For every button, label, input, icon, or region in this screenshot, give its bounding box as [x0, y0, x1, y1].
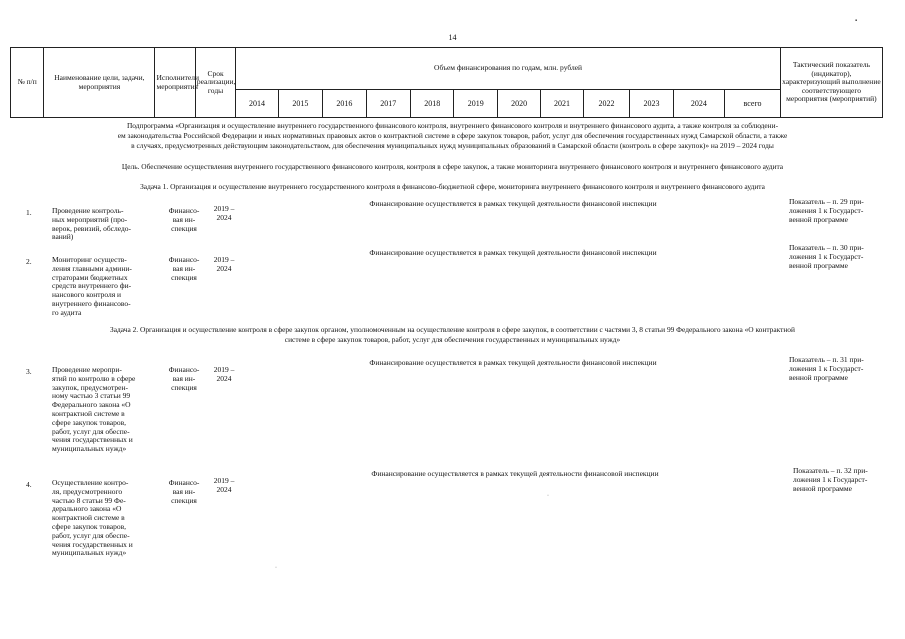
subprogram-line: ем законодательства Российской Федерации и иных нормативных правовых актов о контрактной системе в сфере закупок товаров, работ, услуг для обеспечения государственных нужд Самарской области, а также [117, 131, 788, 140]
year-header: 2023 [630, 90, 673, 118]
row-term: 2019 – 2024 [213, 204, 235, 222]
subprogram-line: в случаях, предусмотренных действующим законодательством, для обеспечения муниципальных нужд муниципальных образований в Самарской области (контроль в сфере закупок)» на 2019 – 2024 годы [131, 141, 774, 150]
task2-line: системе в сфере закупок товаров, работ, услуг для обеспечения государственных и муниципальных нужд» [284, 335, 621, 344]
col-header-indicator: Тактический показатель (индикатор), характеризующий выполнение соответствующего мероприятия (мероприятий) [780, 48, 882, 118]
row-name: Проведение меропри- ятий по контролю в сфере закупок, предусмотрен- ному частью 3 статьи 99 Федерального закона «О контрактной системе в сфере закупок товаров, работ, услуг для обеспе- чения государственных и муниципальных нужд» [52, 365, 136, 454]
row-funding: Финансирование осуществляется в рамках текущей деятельности финансовой инспекции [369, 248, 657, 257]
row-number: 3. [26, 367, 32, 376]
scan-speck: ▪ [855, 18, 858, 24]
row-executor: Финансо- вая ин- спекция [168, 255, 200, 282]
row-term: 2019 – 2024 [213, 476, 235, 494]
row-indicator: Показатель – п. 32 при- ложения 1 к Государст- венной программе [793, 466, 868, 493]
year-header: 2019 [454, 90, 497, 118]
row-number: 1. [26, 208, 32, 217]
col-header-executor: Исполнители мероприятия [155, 48, 195, 118]
col-header-number: № п/п [11, 48, 44, 118]
header-table [10, 47, 883, 118]
scan-speck: · [275, 565, 277, 571]
row-number: 4. [26, 480, 32, 489]
year-header: 2014 [236, 90, 278, 118]
row-indicator: Показатель – п. 31 при- ложения 1 к Государст- венной программе [789, 355, 864, 382]
row-indicator: Показатель – п. 30 при- ложения 1 к Государст- венной программе [789, 243, 864, 270]
task1-text: Задача 1. Организация и осуществление внутреннего государственного контроля в финансово-бюджетной сфере, мониторинга внутреннего финансового контроля и внутреннего финансового аудита [140, 182, 765, 191]
year-header: 2017 [366, 90, 410, 118]
col-header-funding: Объем финансирования по годам, млн. рублей [236, 48, 781, 90]
page-number: 14 [448, 33, 457, 42]
year-header: 2024 [673, 90, 725, 118]
row-funding: Финансирование осуществляется в рамках текущей деятельности финансовой инспекции [371, 469, 659, 478]
year-header: 2021 [541, 90, 583, 118]
task2-line: Задача 2. Организация и осуществление контроля в сфере закупок органом, уполномоченным на осуществление контроля в сфере закупок, в соответствии с частями 3, 8 статьи 99 Федерального закона «О контрактной [110, 325, 795, 334]
year-header: 2018 [411, 90, 454, 118]
scan-speck: · [547, 493, 549, 499]
goal-text: Цель. Обеспечение осуществления внутреннего государственного финансового контроля, контроля в сфере закупок, а также мониторинга внутреннего финансового контроля и внутреннего финансового аудита [121, 162, 784, 171]
row-funding: Финансирование осуществляется в рамках текущей деятельности финансовой инспекции [369, 199, 657, 208]
row-executor: Финансо- вая ин- спекция [168, 365, 200, 392]
year-header: 2022 [583, 90, 629, 118]
row-term: 2019 – 2024 [213, 255, 235, 273]
row-name: Осуществление контро- ля, предусмотренного частью 8 статьи 99 Фе- дерального закона «О контрактной системе в сфере закупок товаров, работ, услуг для обеспе- чения государственных и муниципальных нужд» [52, 478, 133, 558]
row-number: 2. [26, 257, 32, 266]
year-header-total: всего [725, 90, 781, 118]
col-header-name: Наименование цели, задачи, мероприятия [44, 48, 155, 118]
row-indicator: Показатель – п. 29 при- ложения 1 к Государст- венной программе [789, 197, 864, 224]
row-funding: Финансирование осуществляется в рамках текущей деятельности финансовой инспекции [369, 358, 657, 367]
year-header: 2020 [497, 90, 540, 118]
row-name: Мониторинг осуществ- ления главными админи- страторами бюджетных средств внутреннего фи- нансового контроля и внутреннего финансово- го аудита [52, 255, 132, 317]
row-name: Проведение контроль- ных мероприятий (про- верок, ревизий, обследо- ваний) [52, 206, 132, 242]
row-executor: Финансо- вая ин- спекция [168, 478, 200, 505]
col-header-term: Срок реализации, годы [195, 48, 235, 118]
row-term: 2019 – 2024 [213, 365, 235, 383]
subprogram-line: Подпрограмма «Организация и осуществление внутреннего государственного финансового контроля, внутреннего финансового контроля и внутреннего финансового аудита, а также контроля за соблюдени- [126, 121, 779, 130]
year-header: 2016 [323, 90, 366, 118]
year-header: 2015 [278, 90, 322, 118]
row-executor: Финансо- вая ин- спекция [168, 206, 200, 233]
